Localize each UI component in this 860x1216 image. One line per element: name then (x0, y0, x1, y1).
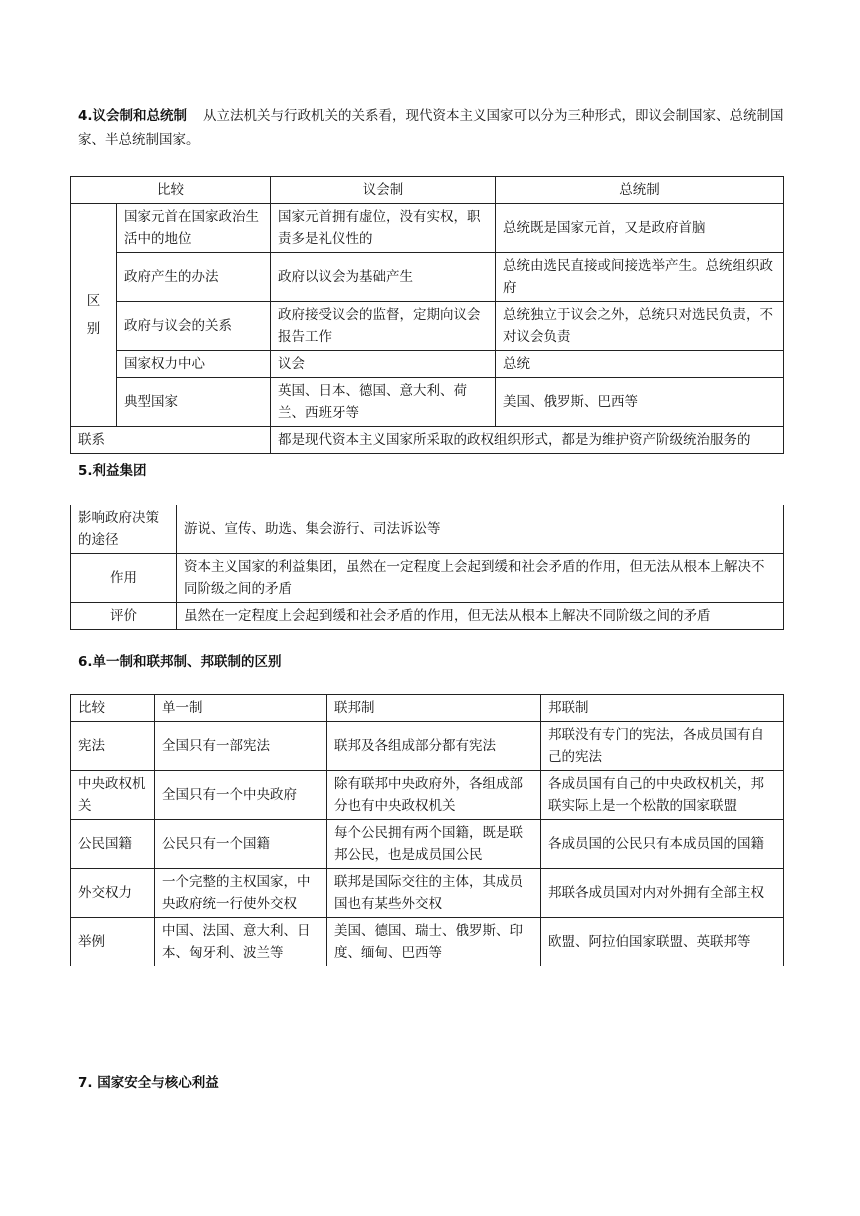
link-text-cell: 都是现代资本主义国家所采取的政权组织形式，都是为维护资产阶级统治服务的 (271, 427, 784, 454)
table-cell: 欧盟、阿拉伯国家联盟、英联邦等 (541, 918, 784, 967)
row-label-cell: 国家元首在国家政治生活中的地位 (117, 204, 271, 253)
parliament-vs-presidential-table (70, 176, 784, 454)
section-4-heading: 4.议会制和总统制 (78, 108, 188, 124)
table-cell: 资本主义国家的利益集团，虽然在一定程度上会起到缓和社会矛盾的作用，但无法从根本上解决不同阶级之间的矛盾 (177, 554, 784, 603)
row-label-cell: 影响政府决策的途径 (71, 505, 177, 554)
state-structure-table (70, 694, 784, 966)
link-label-cell: 联系 (71, 427, 271, 454)
table-header-cell: 联邦制 (327, 695, 541, 722)
table-cell: 总统由选民直接或间接选举产生。总统组织政府 (496, 253, 784, 302)
row-label-cell: 中央政权机关 (71, 771, 155, 820)
table-row (71, 918, 784, 967)
table-row (71, 820, 784, 869)
interest-groups-table (70, 505, 784, 630)
table-cell: 全国只有一部宪法 (155, 722, 327, 771)
table-header-cell: 邦联制 (541, 695, 784, 722)
table-cell: 总统 (496, 351, 784, 378)
table-row (71, 771, 784, 820)
table-row (71, 603, 784, 630)
table-cell: 各成员国有自己的中央政权机关，邦联实际上是一个松散的国家联盟 (541, 771, 784, 820)
table-cell: 联邦是国际交往的主体，其成员国也有某些外交权 (327, 869, 541, 918)
row-label-cell: 国家权力中心 (117, 351, 271, 378)
table-cell: 美国、德国、瑞士、俄罗斯、印度、缅甸、巴西等 (327, 918, 541, 967)
table-header-row (71, 177, 784, 204)
table-header-cell: 比较 (71, 695, 155, 722)
table-cell: 每个公民拥有两个国籍，既是联邦公民，也是成员国公民 (327, 820, 541, 869)
table-header-cell: 单一制 (155, 695, 327, 722)
section-4-intro: 从立法机关与行政机关的关系看，现代资本主义国家可以分为三种形式，即议会制国家、总统制国家、半总统制国家。 (78, 108, 784, 148)
table-cell: 中国、法国、意大利、日本、匈牙利、波兰等 (155, 918, 327, 967)
table-cell: 各成员国的公民只有本成员国的国籍 (541, 820, 784, 869)
row-label-cell: 政府与议会的关系 (117, 302, 271, 351)
table-cell: 游说、宣传、助选、集会游行、司法诉讼等 (177, 505, 784, 554)
table-row (71, 351, 784, 378)
row-label-cell: 宪法 (71, 722, 155, 771)
table-cell: 全国只有一个中央政府 (155, 771, 327, 820)
table-cell: 除有联邦中央政府外，各组成部分也有中央政权机关 (327, 771, 541, 820)
table-row (71, 505, 784, 554)
row-label-cell: 政府产生的办法 (117, 253, 271, 302)
table-cell: 议会 (271, 351, 496, 378)
group-label-cell: 区 别 (71, 204, 117, 427)
table-row (71, 253, 784, 302)
row-label-cell: 评价 (71, 603, 177, 630)
table-cell: 一个完整的主权国家，中央政府统一行使外交权 (155, 869, 327, 918)
table-row (71, 722, 784, 771)
table-header-cell: 总统制 (496, 177, 784, 204)
table-row (71, 554, 784, 603)
table-row (71, 302, 784, 351)
section-4-paragraph (78, 104, 786, 152)
table-cell: 国家元首拥有虚位，没有实权，职责多是礼仪性的 (271, 204, 496, 253)
section-6-heading: 6.单一制和联邦制、邦联制的区别 (78, 654, 282, 670)
section-5-heading: 5.利益集团 (78, 463, 147, 479)
row-label-cell: 外交权力 (71, 869, 155, 918)
table-cell: 政府接受议会的监督，定期向议会报告工作 (271, 302, 496, 351)
row-label-cell: 典型国家 (117, 378, 271, 427)
table-cell: 邦联各成员国对内对外拥有全部主权 (541, 869, 784, 918)
table-row (71, 204, 784, 253)
table-row (71, 869, 784, 918)
table-row (71, 378, 784, 427)
table-cell: 政府以议会为基础产生 (271, 253, 496, 302)
section-7-heading: 7. 国家安全与核心利益 (78, 1075, 219, 1091)
row-label-cell: 公民国籍 (71, 820, 155, 869)
table-cell: 美国、俄罗斯、巴西等 (496, 378, 784, 427)
row-label-cell: 举例 (71, 918, 155, 967)
table-cell: 总统既是国家元首，又是政府首脑 (496, 204, 784, 253)
row-label-cell: 作用 (71, 554, 177, 603)
table-header-cell: 比较 (71, 177, 271, 204)
table-cell: 英国、日本、德国、意大利、荷兰、西班牙等 (271, 378, 496, 427)
table-cell: 虽然在一定程度上会起到缓和社会矛盾的作用，但无法从根本上解决不同阶级之间的矛盾 (177, 603, 784, 630)
table-cell: 公民只有一个国籍 (155, 820, 327, 869)
table-header-cell: 议会制 (271, 177, 496, 204)
table-row (71, 427, 784, 454)
table-header-row (71, 695, 784, 722)
table-cell: 邦联没有专门的宪法，各成员国有自己的宪法 (541, 722, 784, 771)
table-cell: 总统独立于议会之外，总统只对选民负责，不对议会负责 (496, 302, 784, 351)
table-cell: 联邦及各组成部分都有宪法 (327, 722, 541, 771)
